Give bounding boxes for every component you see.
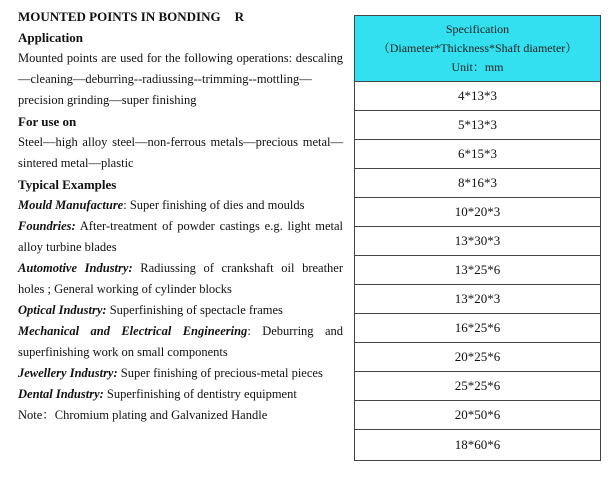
example-text: Deburring and superfinishing work on small components xyxy=(18,324,343,359)
example-text: Super finishing of dies and moulds xyxy=(129,198,305,212)
example-text: Radiussing of crankshaft oil breather holes ; General working of cylinder blocks xyxy=(18,261,344,296)
example-label: Automotive Industry: xyxy=(18,261,133,275)
typical-examples-heading: Typical Examples xyxy=(18,177,117,192)
example-label: Mould Manufacture xyxy=(18,198,124,212)
application-heading: Application xyxy=(18,30,84,45)
table-row xyxy=(355,401,601,430)
example-text: Superfinishing of spectacle frames xyxy=(109,303,283,317)
table-row xyxy=(355,82,601,111)
header-dimensions: （Diameter*Thickness*Shaft diameter） xyxy=(377,41,578,55)
table-row xyxy=(355,111,601,140)
table-cell: 16*25*6 xyxy=(355,314,601,343)
title-suffix: R xyxy=(234,9,244,24)
table-cell: 4*13*3 xyxy=(355,82,601,111)
example-text: After-treatment of powder castings e.g. light metal alloy turbine blades xyxy=(18,219,344,254)
table-cell: 5*13*3 xyxy=(355,111,601,140)
example-item xyxy=(18,300,343,321)
table-cell: 13*20*3 xyxy=(355,285,601,314)
example-item xyxy=(18,384,343,405)
table-cell: 10*20*3 xyxy=(355,198,601,227)
example-item: Mechanical and Electrical Engineering: Deburring and superfinishing work on small components xyxy=(18,324,343,359)
example-item xyxy=(18,258,343,300)
for-use-on-text: Steel—high alloy steel—non-ferrous metals—precious metal—sintered metal—plastic xyxy=(18,135,343,170)
example-item xyxy=(18,363,343,384)
table-cell: 20*50*6 xyxy=(355,401,601,430)
table-row xyxy=(355,140,601,169)
table-header-cell xyxy=(355,16,601,82)
table-cell: 20*25*6 xyxy=(355,343,601,372)
table-cell: 13*25*6 xyxy=(355,256,601,285)
table-cell: 6*15*3 xyxy=(355,140,601,169)
table-row xyxy=(355,372,601,401)
for-use-on-heading: For use on xyxy=(18,114,77,129)
table-row xyxy=(355,314,601,343)
header-unit: Unit：mm xyxy=(451,60,504,74)
table-row xyxy=(355,343,601,372)
example-item xyxy=(18,216,343,258)
table-row xyxy=(355,256,601,285)
example-label: Mechanical and Electrical Engineering xyxy=(18,324,248,338)
product-description xyxy=(18,6,343,426)
table-row xyxy=(355,430,601,461)
table-cell: 25*25*6 xyxy=(355,372,601,401)
page-title: MOUNTED POINTS IN BONDING R xyxy=(18,9,244,24)
example-text: Super finishing of precious-metal pieces xyxy=(120,366,323,380)
example-label: Jewellery Industry: xyxy=(18,366,118,380)
note-text: Note：Chromium plating and Galvanized Handle xyxy=(18,408,268,422)
example-label: Optical Industry: xyxy=(18,303,107,317)
table-row xyxy=(355,227,601,256)
example-label: Foundries: xyxy=(18,219,76,233)
table-header-row xyxy=(355,16,601,82)
table-row xyxy=(355,169,601,198)
table-row xyxy=(355,198,601,227)
header-specification: Specification xyxy=(445,22,510,36)
table-cell: 8*16*3 xyxy=(355,169,601,198)
example-label: Dental Industry: xyxy=(18,387,104,401)
table-cell: 13*30*3 xyxy=(355,227,601,256)
example-text: Superfinishing of dentistry equipment xyxy=(106,387,297,401)
application-text: Mounted points are used for the following operations: descaling—cleaning—deburring--radiussing--trimming--mottling—precision grinding—super finishing xyxy=(18,51,343,107)
specification-table xyxy=(354,15,601,461)
example-item: Mould Manufacture: Super finishing of dies and moulds xyxy=(18,198,305,212)
table-cell: 18*60*6 xyxy=(355,430,601,461)
table-row xyxy=(355,285,601,314)
